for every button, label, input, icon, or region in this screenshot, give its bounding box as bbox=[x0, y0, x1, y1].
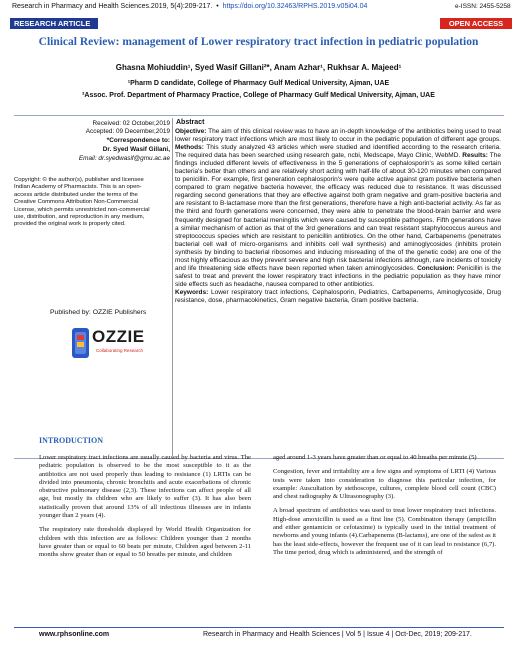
received-date: Received: 02 October,2019 bbox=[92, 120, 170, 127]
header-line: Research in Pharmacy and Health Sciences.2019, 5(4):209-217. • https://doi.org/10.32463/RPHS.2019.v05i04.04 bbox=[12, 3, 368, 10]
intro-column-left bbox=[39, 454, 251, 560]
methods-label: Methods: bbox=[175, 144, 204, 152]
copyright-notice: Copyright: © the author(s), publisher and licensee Indian Academy of Pharmacists. This is an open-access article distributed under the terms of the Creative Commons Attribution Non-Commercial License, which permits unrestricted non-commercial use, distribution, and reproduction in any medium, provided the original work is properly cited. bbox=[14, 177, 150, 228]
conclusion-label: Conclusion: bbox=[417, 264, 455, 272]
divider bbox=[14, 115, 504, 116]
intro-paragraph: aged around 1-3 years have greater than or equal to 40 breaths per minute (5) bbox=[273, 454, 477, 461]
conclusion-text: Penicillin is the safest to treat and prevent the lower respiratory tract infections in the pediatric population as they have minor side effects such as headache, nausea compared to other antibiotics. bbox=[175, 264, 501, 288]
article-title: Clinical Review: management of Lower respiratory tract infection in pediatric population bbox=[38, 36, 479, 48]
introduction-heading: INTRODUCTION bbox=[39, 436, 104, 445]
logo-text: OZZIE bbox=[92, 327, 145, 346]
accepted-date: Accepted: 09 December,2019 bbox=[85, 128, 170, 135]
methods-text: This study analyzed 43 articles which were studied and identified according to the research criteria. The required data has been searched using research gate, ncbi, Medscape, Mayo Clinic, WebMD. bbox=[175, 144, 501, 160]
keywords-text: Lower respiratory tract infections, Cephalosporin, Pediatrics, Carbapenems, Aminoglycoside, Drug resistance, dose, pharmacokinetics, Gram negative bacteria, Gram positive bacteria. bbox=[175, 288, 501, 304]
eissn: e-ISSN: 2455-5258 bbox=[455, 3, 511, 10]
intro-paragraph: Congestion, fever and irritability are a few signs and symptoms of LRTI (4) Various tests were taken into consideration to diagnose this particular infection, for example: Auscultation by stethoscope, cultures, complete blood cell count (CBC) and chest radiography & Ultrasonography (3). bbox=[273, 468, 496, 501]
journal-reference: Research in Pharmacy and Health Sciences.2019, 5(4):209-217. bbox=[12, 3, 213, 10]
footer-citation: Research in Pharmacy and Health Sciences | Vol 5 | Issue 4 | Oct-Dec, 2019; 209-217. bbox=[203, 631, 472, 638]
keywords-label: Keywords: bbox=[175, 288, 209, 296]
open-access-badge: OPEN ACCESS bbox=[440, 18, 512, 29]
results-label: Results: bbox=[462, 152, 488, 160]
results-text: The findings included different levels of effectiveness in the 5 generations of cephalosporin's as some killed certain bacteria's better than others and are relatively short acting with half-life of about 30-120 minutes when compared to penicillin. For example, first generation cephalosporin's were quite active against gram positive bacteria when compared to gram negative bacteria however, the efficacy was reduced due to resistance. It was discussed regarding second generations that they are effective against both gram negative and gram-positive bacteria and are resistant to B-lactamase more than the first generations, therefore have a high anti-bacterial activity. As far as the third and fourth generations were concerned, they were able to penetrate the blood-brain barrier and were frequently designed for bacterial meningitis which were caused by susceptible pathogens. Fifth generations have a similar mechanism of action as that of the 3rd generations and can treat resistant staphylococcus aureus and streptococcus species which are resistant to penicillin antibiotics. On the other hand, Carbapenems (penetrates bacterial cell wall of micro-organisms and inhibits cell wall synthesis) and aminoglycosides (inhibits protein synthesis by binding to bacterial ribosomes and inducing misreading of the of the genetic code) are one of the most highly efficacious as they prevent severe and high risk bacterial infections although, rare incidents of toxicity and life threatening side effects have been reported when taken aminoglycosides. bbox=[175, 152, 502, 272]
publisher-line: Published by: OZZIE Publishers bbox=[50, 309, 147, 316]
abstract-body bbox=[175, 128, 501, 305]
correspondence-label: *Correspondence to: bbox=[106, 137, 170, 144]
affiliation-2: ²Assoc. Prof. Department of Pharmacy Practice, College of Pharmacy Gulf Medical University, Ajman, UAE bbox=[82, 92, 435, 99]
article-type-badge: RESEARCH ARTICLE bbox=[10, 18, 98, 29]
intro-paragraph: Lower respiratory tract infections are usually caused by bacteria and virus. The pediatric population is observed to be the most susceptible to it as the antibiotics are not used properly thus leading to resistance (1) LRTIs can be divided into pneumonia, chronic bronchitis and acute exacerbations of chronic obstructive pulmonary disease (2,3). These infections can affect people of all age, but mostly its children who are likely to suffer (3). It has also been statistically proven that around 13% of all infectious illnesses are in infants younger than 2 years (4). bbox=[39, 454, 251, 520]
objective-text: The aim of this clinical review was to have an in-depth knowledge of the antibiotics being used to treat lower respiratory tract infections which are most likely to occur in the pediatric population of different age groups. bbox=[175, 128, 501, 144]
authors: Ghasna Mohiuddin¹, Syed Wasif Gillani²*, Anam Azhar¹, Rukhsar A. Majeed¹ bbox=[115, 63, 402, 72]
intro-column-right bbox=[273, 454, 496, 557]
correspondence-email[interactable]: Email: dr.syedwasif@gmu.ac.ae bbox=[78, 155, 170, 162]
intro-paragraph: The respiratory rate thresholds displayed by World Health Organization for children with this infection are as follows: Children younger than 2 months have greater than or equal to 60 beats per minute, Children aged between 2-11 months show greater than or equal to 50 breaths per minute, and children bbox=[39, 526, 251, 559]
affiliation-1: ¹Pharm D candidate, College of Pharmacy Gulf Medical University, Ajman, UAE bbox=[127, 80, 390, 87]
intro-paragraph: A broad spectrum of antibiotics was used to treat lower respiratory tract infections. High-dose amoxicillin is used as a first line (5). Combination therapy (ampicillin and either gentamicin or cefotaxime) is typically used in the initial treatment of newborns and young infants (4).Carbapenems (B-lactams), are one of the safest as it has the least side-effects, however the frequent use of it can lead to resistance (6,7). The time period, drug which is administered, and the strength of bbox=[273, 507, 496, 556]
publisher-logo bbox=[72, 323, 152, 363]
abstract-heading: Abstract bbox=[176, 119, 205, 126]
footer-site[interactable]: www.rphsonline.com bbox=[39, 631, 110, 638]
footer-rule bbox=[14, 627, 504, 628]
objective-label: Objective: bbox=[175, 128, 207, 135]
doi-link[interactable]: https://doi.org/10.32463/RPHS.2019.v05i04.04 bbox=[222, 3, 368, 10]
logo-subtitle: Collaborating Research bbox=[96, 348, 144, 353]
correspondence-name: Dr. Syed Wasif Gillani, bbox=[102, 146, 170, 153]
